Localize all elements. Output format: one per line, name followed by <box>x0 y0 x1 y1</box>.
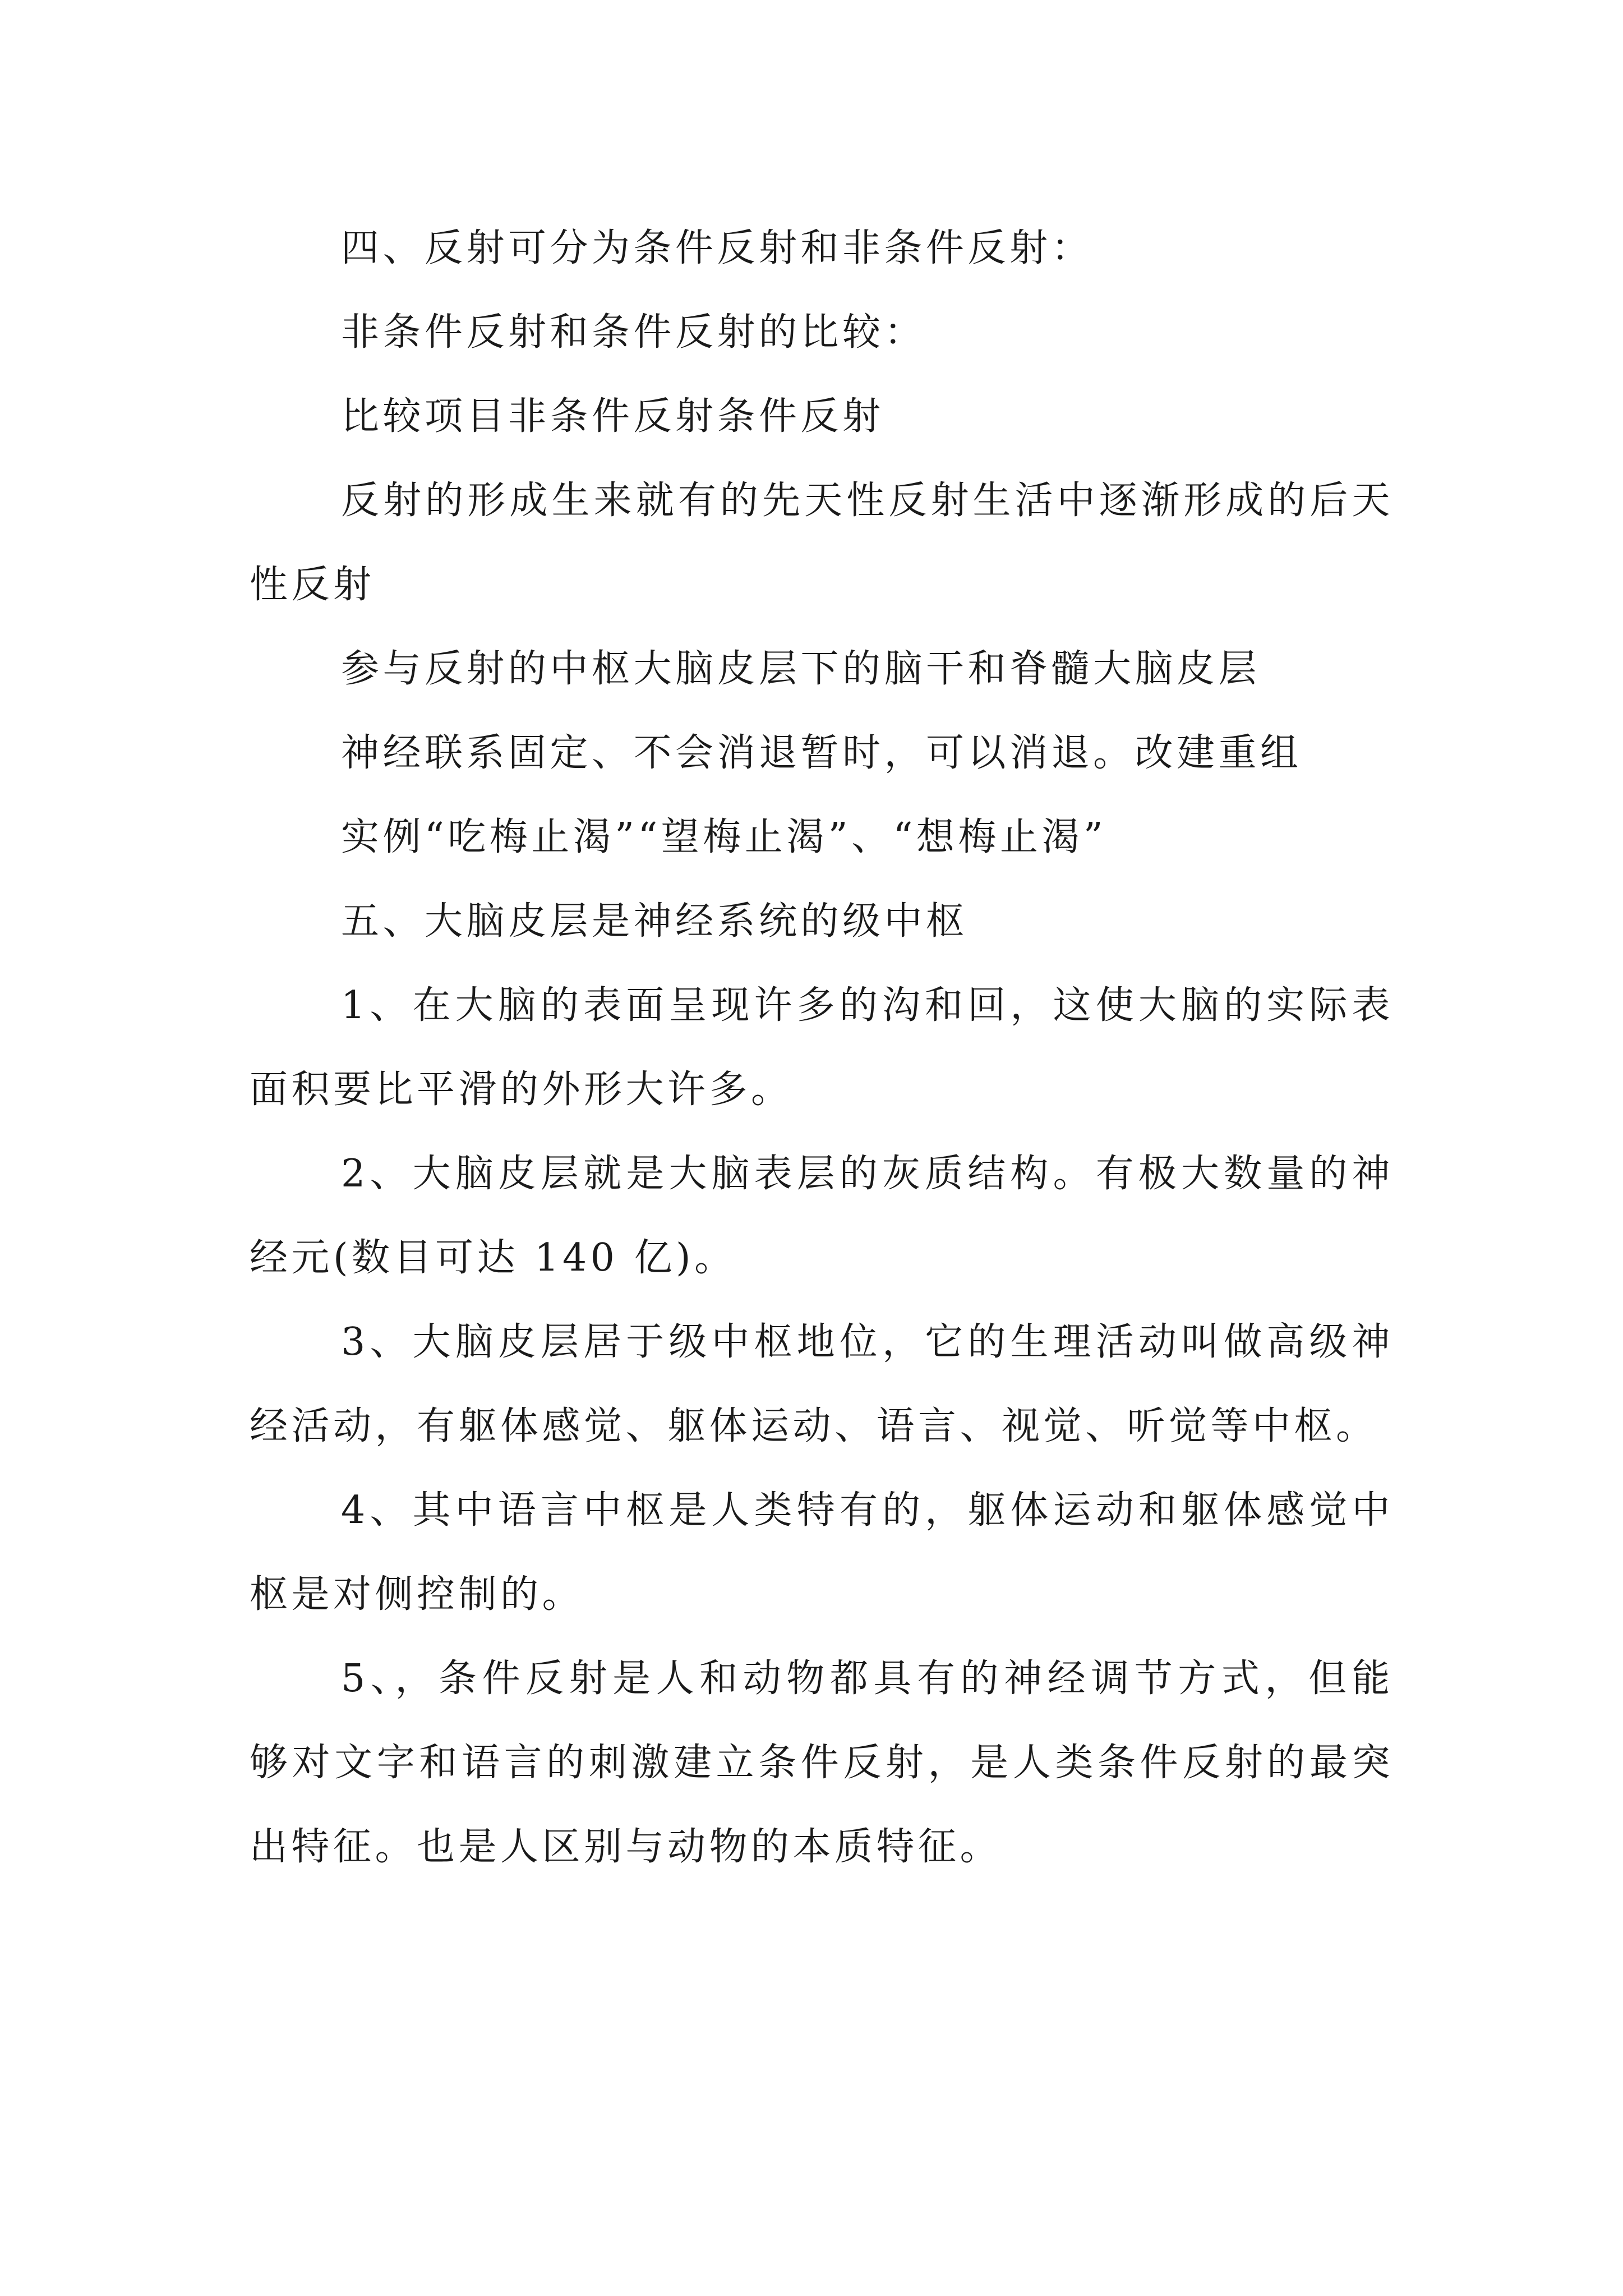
point-5: 5、，条件反射是人和动物都具有的神经调节方式，但能够对文字和语言的刺激建立条件反射，是人类条件反射的最突出特征。也是人区别与动物的本质特征。 <box>250 1657 1394 1869</box>
comparison-row-connection: 神经联系固定、不会消退暂时，可以消退。改建重组 <box>341 731 1302 775</box>
comparison-intro: 非条件反射和条件反射的比较： <box>341 310 926 355</box>
comparison-row-center: 参与反射的中枢大脑皮层下的脑干和脊髓大脑皮层 <box>341 647 1261 691</box>
section-heading-reflex-types: 四、反射可分为条件反射和非条件反射： <box>341 226 1094 270</box>
point-3: 3、大脑皮层居于级中枢地位，它的生理活动叫做高级神经活动，有躯体感觉、躯体运动、语言、视觉、听觉等中枢。 <box>250 1320 1394 1448</box>
point-2: 2、大脑皮层就是大脑表层的灰质结构。有极大数量的神经元(数目可达 140 亿)。 <box>250 1152 1394 1280</box>
comparison-row-example: 实例“吃梅止渴”“望梅止渴”、“想梅止渴” <box>341 815 1107 859</box>
point-1: 1、在大脑的表面呈现许多的沟和回，这使大脑的实际表面积要比平滑的外形大许多。 <box>250 983 1394 1112</box>
comparison-row-formation: 反射的形成生来就有的先天性反射生活中逐渐形成的后天性反射 <box>250 478 1394 607</box>
document-body <box>250 206 1394 1889</box>
section-heading-cortex: 五、大脑皮层是神经系统的级中枢 <box>341 899 968 944</box>
point-4: 4、其中语言中枢是人类特有的，躯体运动和躯体感觉中枢是对侧控制的。 <box>250 1488 1394 1617</box>
comparison-row-header: 比较项目非条件反射条件反射 <box>341 394 884 439</box>
